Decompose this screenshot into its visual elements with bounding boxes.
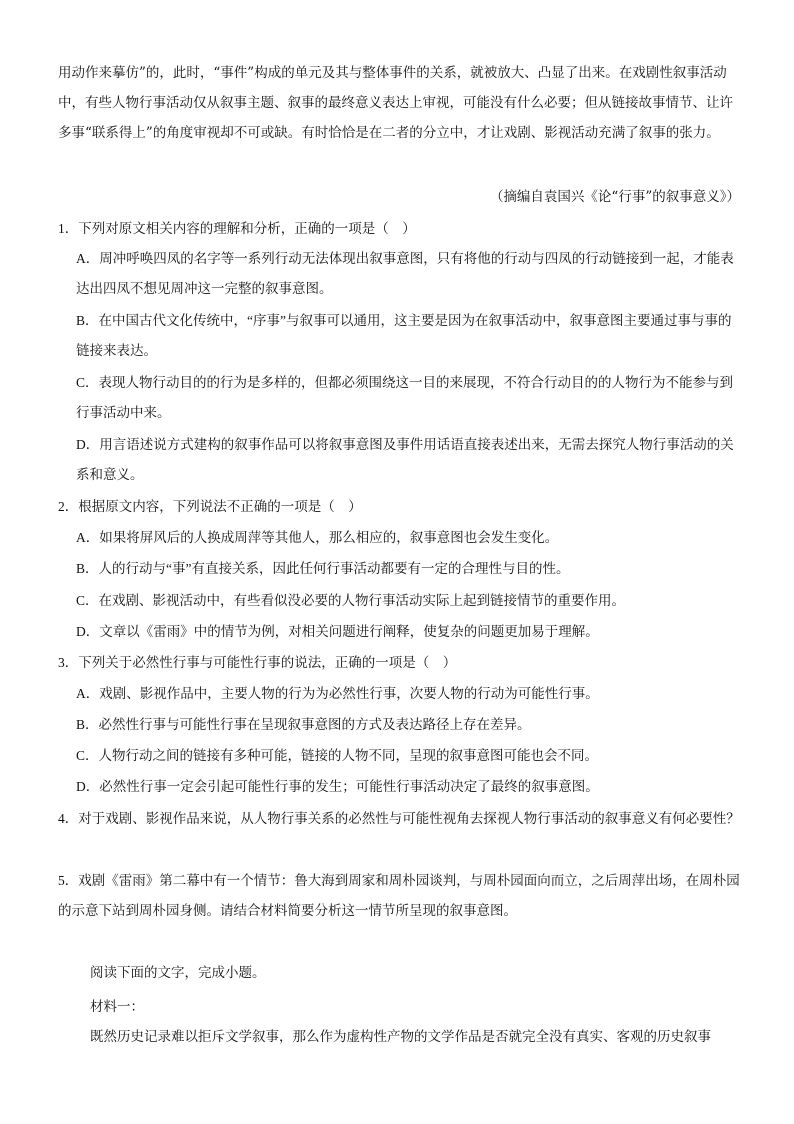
question-1-option-d: D．用言语述说方式建构的叙事作品可以将叙事意图及事件用话语直接表述出来，无需去探究人物行事活动的关系和意义。 — [76, 437, 734, 482]
question-3-option-a: A．戏剧、影视作品中，主要人物的行为为必然性行事，次要人物的行动为可能性行事。 — [76, 686, 599, 701]
passage-source: （摘编自袁国兴《论“行事”的叙事意义》） — [489, 189, 740, 205]
material-label: 材料一： — [90, 999, 144, 1015]
question-3-option-d: D．必然性行事一定会引起可能性行事的发生；可能性行事活动决定了最终的叙事意图。 — [76, 779, 599, 794]
question-3-option-b: B．必然性行事与可能性行事在呈现叙事意图的方式及表达路径上存在差异。 — [76, 717, 531, 732]
passage-paragraph: 用动作来摹仿”的，此时，“事件”构成的单元及其与整体事件的关系，就被放大、凸显了出来。在戏剧性叙事活动中，有些人物行事活动仅从叙事主题、叙事的最终意义表达上审视，可能没有什么必要；但从链接故事情节、让许多事“联系得上”的角度审视却不可或缺。有时恰恰是在二者的分立中，才让戏剧、影视活动充满了叙事的张力。 — [58, 65, 733, 141]
question-2-option-b: B．人的行动与“事”有直接关系，因此任何行事活动都要有一定的合理性与目的性。 — [76, 561, 570, 576]
question-1-option-c: C．表现人物行动目的的行为是多样的，但都必须围绕这一目的来展现，不符合行动目的的人物行为不能参与到行事活动中来。 — [76, 375, 734, 420]
question-1-option-b: B．在中国古代文化传统中，“序事”与叙事可以通用，这主要是因为在叙事活动中，叙事意图主要通过事与事的链接来表达。 — [76, 313, 732, 358]
question-2-option-c: C．在戏剧、影视活动中，有些看似没必要的人物行事活动实际上起到链接情节的重要作用。 — [76, 593, 626, 608]
question-5-stem: 5．戏剧《雷雨》第二幕中有一个情节：鲁大海到周家和周朴园谈判，与周朴园面向而立，之后周萍出场，在周朴园的示意下站到周朴园身侧。请结合材料简要分析这一情节所呈现的叙事意图。 — [58, 873, 740, 918]
question-1-option-a: A．周冲呼唤四凤的名字等一系列行动无法体现出叙事意图，只有将他的行动与四凤的行动链接到一起，才能表达出四凤不想见周冲这一完整的叙事意图。 — [76, 251, 734, 296]
question-3-stem: 3．下列关于必然性行事与可能性行事的说法，正确的一项是（ ） — [58, 655, 457, 670]
question-2-stem: 2．根据原文内容，下列说法不正确的一项是（ ） — [58, 499, 362, 514]
question-2-option-a: A．如果将屏风后的人换成周萍等其他人，那么相应的，叙事意图也会发生变化。 — [76, 530, 559, 545]
question-1-stem: 1．下列对原文相关内容的理解和分析，正确的一项是（ ） — [58, 221, 416, 236]
question-2-option-d: D．文章以《雷雨》中的情节为例，对相关问题进行阐释，使复杂的问题更加易于理解。 — [76, 624, 599, 639]
question-3-option-c: C．人物行动之间的链接有多种可能，链接的人物不同，呈现的叙事意图可能也会不同。 — [76, 748, 599, 763]
section-instruction: 阅读下面的文字，完成小题。 — [90, 965, 266, 980]
material-text: 既然历史记录难以拒斥文学叙事，那么作为虚构性产物的文学作品是否就完全没有真实、客观的历史叙事 — [90, 1029, 711, 1045]
question-4-stem: 4．对于戏剧、影视作品来说，从人物行事关系的必然性与可能性视角去探视人物行事活动的叙事意义有何必要性？ — [58, 811, 740, 826]
